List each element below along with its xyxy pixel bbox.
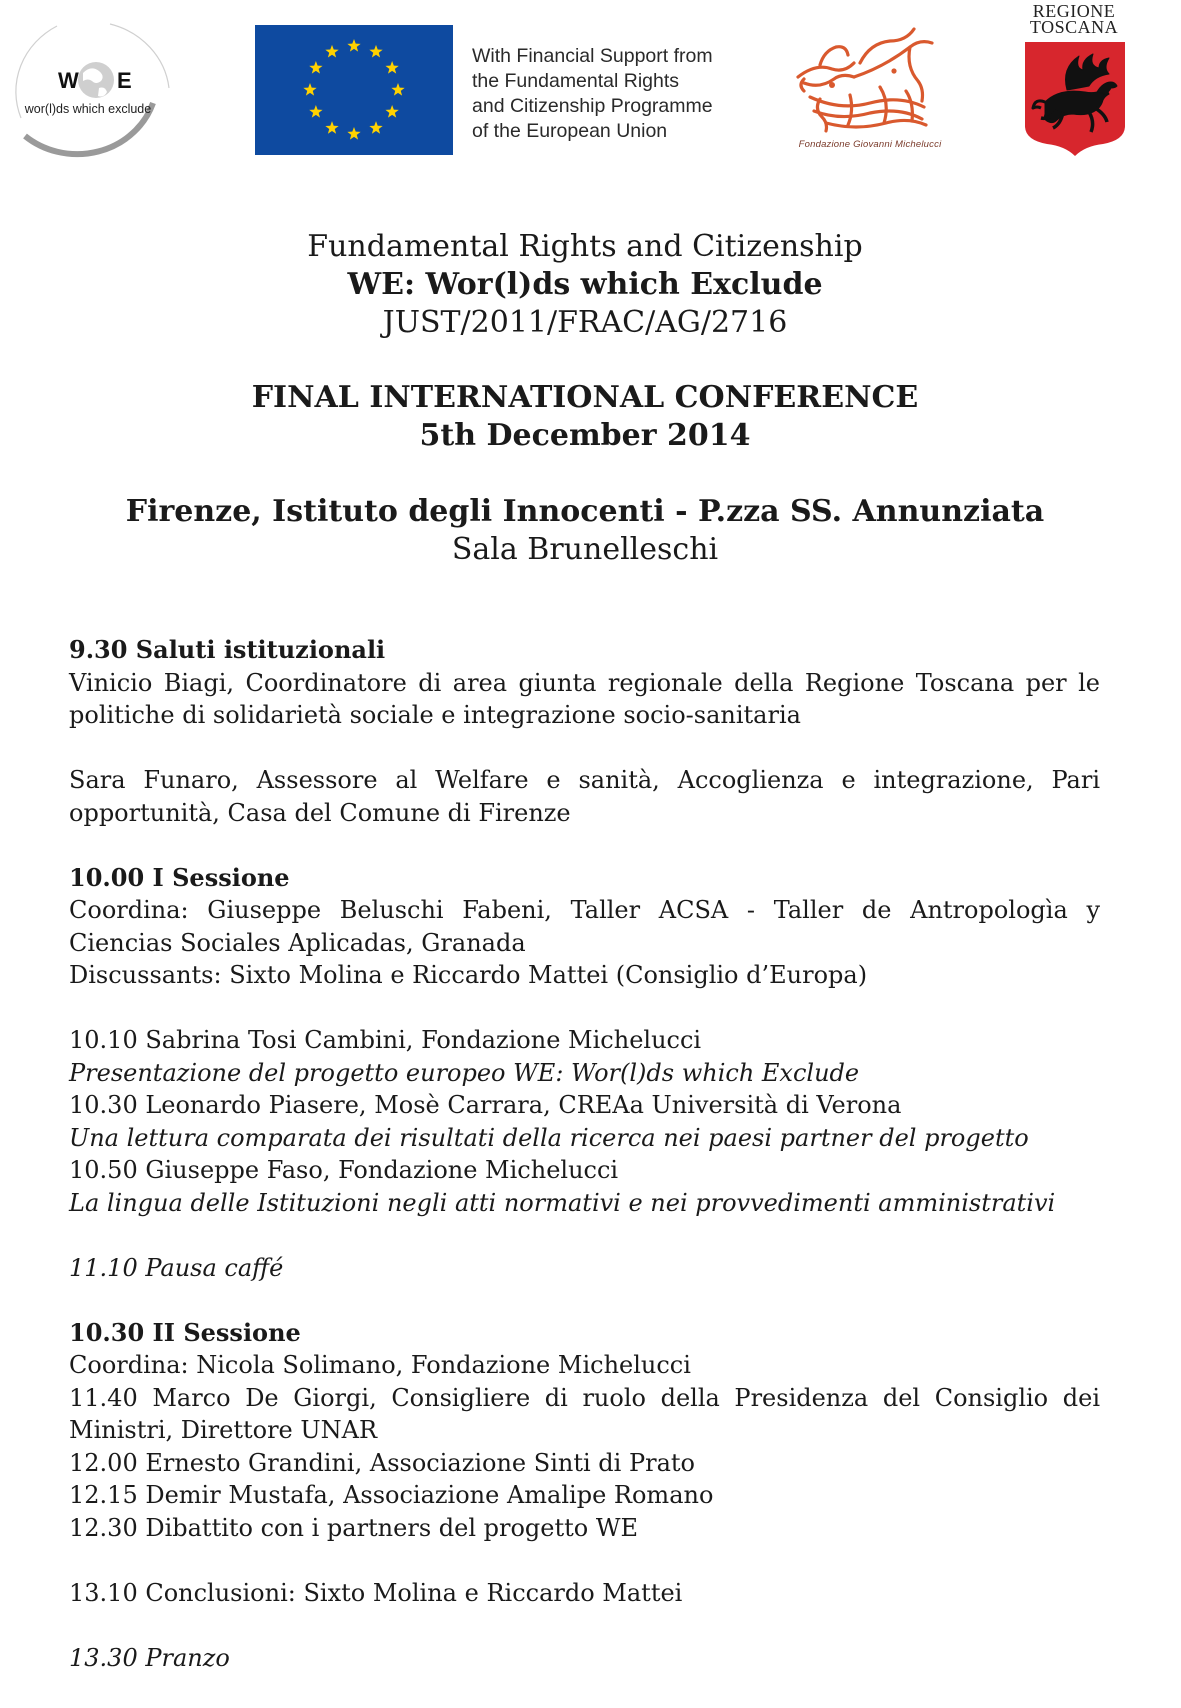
conference-room: Sala Brunelleschi bbox=[451, 532, 719, 567]
eu-flag-logo bbox=[255, 25, 453, 155]
conference-title: FINAL INTERNATIONAL CONFERENCE bbox=[251, 380, 919, 415]
eu-support-line: of the European Union bbox=[472, 120, 668, 142]
session-1-talk-speaker: 10.50 Giuseppe Faso, Fondazione Michelucci bbox=[69, 1156, 619, 1184]
session-1-talk-speaker: 10.30 Leonardo Piasere, Mosè Carrara, CREAa Università di Verona bbox=[69, 1091, 902, 1119]
greetings-speaker: Vinicio Biagi, Coordinatore di area giunta regionale della Regione Toscana per le politiche di solidarietà sociale e integrazione socio-sanitaria bbox=[69, 668, 1100, 729]
we-tagline: wor(l)ds which exclude bbox=[24, 102, 152, 116]
project-code: JUST/2011/FRAC/AG/2716 bbox=[382, 305, 788, 340]
toscana-line: REGIONE bbox=[1032, 1, 1116, 21]
conference-venue: Firenze, Istituto degli Innocenti - P.zza SS. Annunziata bbox=[125, 494, 1045, 529]
we-wordmark-w: W bbox=[58, 68, 79, 93]
programme-title: Fundamental Rights and Citizenship bbox=[307, 229, 863, 264]
we-project-logo bbox=[5, 18, 175, 168]
michelucci-logo bbox=[790, 25, 950, 155]
globe-icon bbox=[78, 62, 114, 98]
session-1-coordinator: Coordina: Giuseppe Beluschi Fabeni, Taller ACSA - Taller de Antropologìa y Ciencias Sociales Aplicadas, Granada bbox=[69, 896, 1100, 957]
logo-strip bbox=[0, 0, 1181, 175]
session-2-heading: 10.30 II Sessione bbox=[69, 1317, 301, 1347]
title-block bbox=[0, 228, 1170, 569]
session-1-talk-title: Presentazione del progetto europeo WE: Wor(l)ds which Exclude bbox=[69, 1058, 860, 1087]
toscana-line: TOSCANA bbox=[1029, 17, 1119, 37]
eu-support-line: and Citizenship Programme bbox=[472, 95, 713, 117]
eu-support-line: the Fundamental Rights bbox=[472, 70, 680, 92]
program bbox=[69, 634, 1100, 1674]
eu-support-line: With Financial Support from bbox=[472, 45, 713, 67]
lunch: 13.30 Pranzo bbox=[69, 1643, 230, 1672]
we-wordmark-e: E bbox=[117, 68, 132, 93]
session-2-talk: 11.40 Marco De Giorgi, Consigliere di ruolo della Presidenza del Consiglio dei Ministri, Direttore UNAR bbox=[69, 1383, 1100, 1444]
coffee-break: 11.10 Pausa caffé bbox=[69, 1253, 284, 1282]
session-1-heading: 10.00 I Sessione bbox=[69, 862, 290, 892]
conclusions: 13.10 Conclusioni: Sixto Molina e Riccardo Mattei bbox=[69, 1578, 683, 1607]
conference-date: 5th December 2014 bbox=[419, 418, 751, 453]
toscana-shield-logo bbox=[1023, 40, 1127, 158]
eu-support-text bbox=[472, 44, 762, 144]
greetings-heading: 9.30 Saluti istituzionali bbox=[69, 635, 386, 664]
project-title: WE: Wor(l)ds which Exclude bbox=[347, 267, 823, 302]
session-2-coordinator: Coordina: Nicola Solimano, Fondazione Michelucci bbox=[69, 1351, 691, 1379]
michelucci-caption: Fondazione Giovanni Michelucci bbox=[798, 139, 942, 150]
session-1-talk-title: La lingua delle Istituzioni negli atti normativi e nei provvedimenti amministrativi bbox=[69, 1188, 1056, 1217]
session-2-talk: 12.15 Demir Mustafa, Associazione Amalipe Romano bbox=[69, 1481, 714, 1509]
greetings-speaker: Sara Funaro, Assessore al Welfare e sanità, Accoglienza e integrazione, Pari opportunità, Casa del Comune di Firenze bbox=[69, 766, 1100, 827]
session-2-talk: 12.00 Ernesto Grandini, Associazione Sinti di Prato bbox=[69, 1448, 695, 1477]
session-1-talk-speaker: 10.10 Sabrina Tosi Cambini, Fondazione Michelucci bbox=[69, 1026, 702, 1054]
session-2-talk: 12.30 Dibattito con i partners del progetto WE bbox=[69, 1513, 639, 1542]
regione-toscana-name bbox=[1020, 3, 1128, 35]
session-1-talk-title: Una lettura comparata dei risultati della ricerca nei paesi partner del progetto bbox=[69, 1123, 1029, 1152]
session-1-discussants: Discussants: Sixto Molina e Riccardo Mattei (Consiglio d’Europa) bbox=[69, 961, 868, 989]
